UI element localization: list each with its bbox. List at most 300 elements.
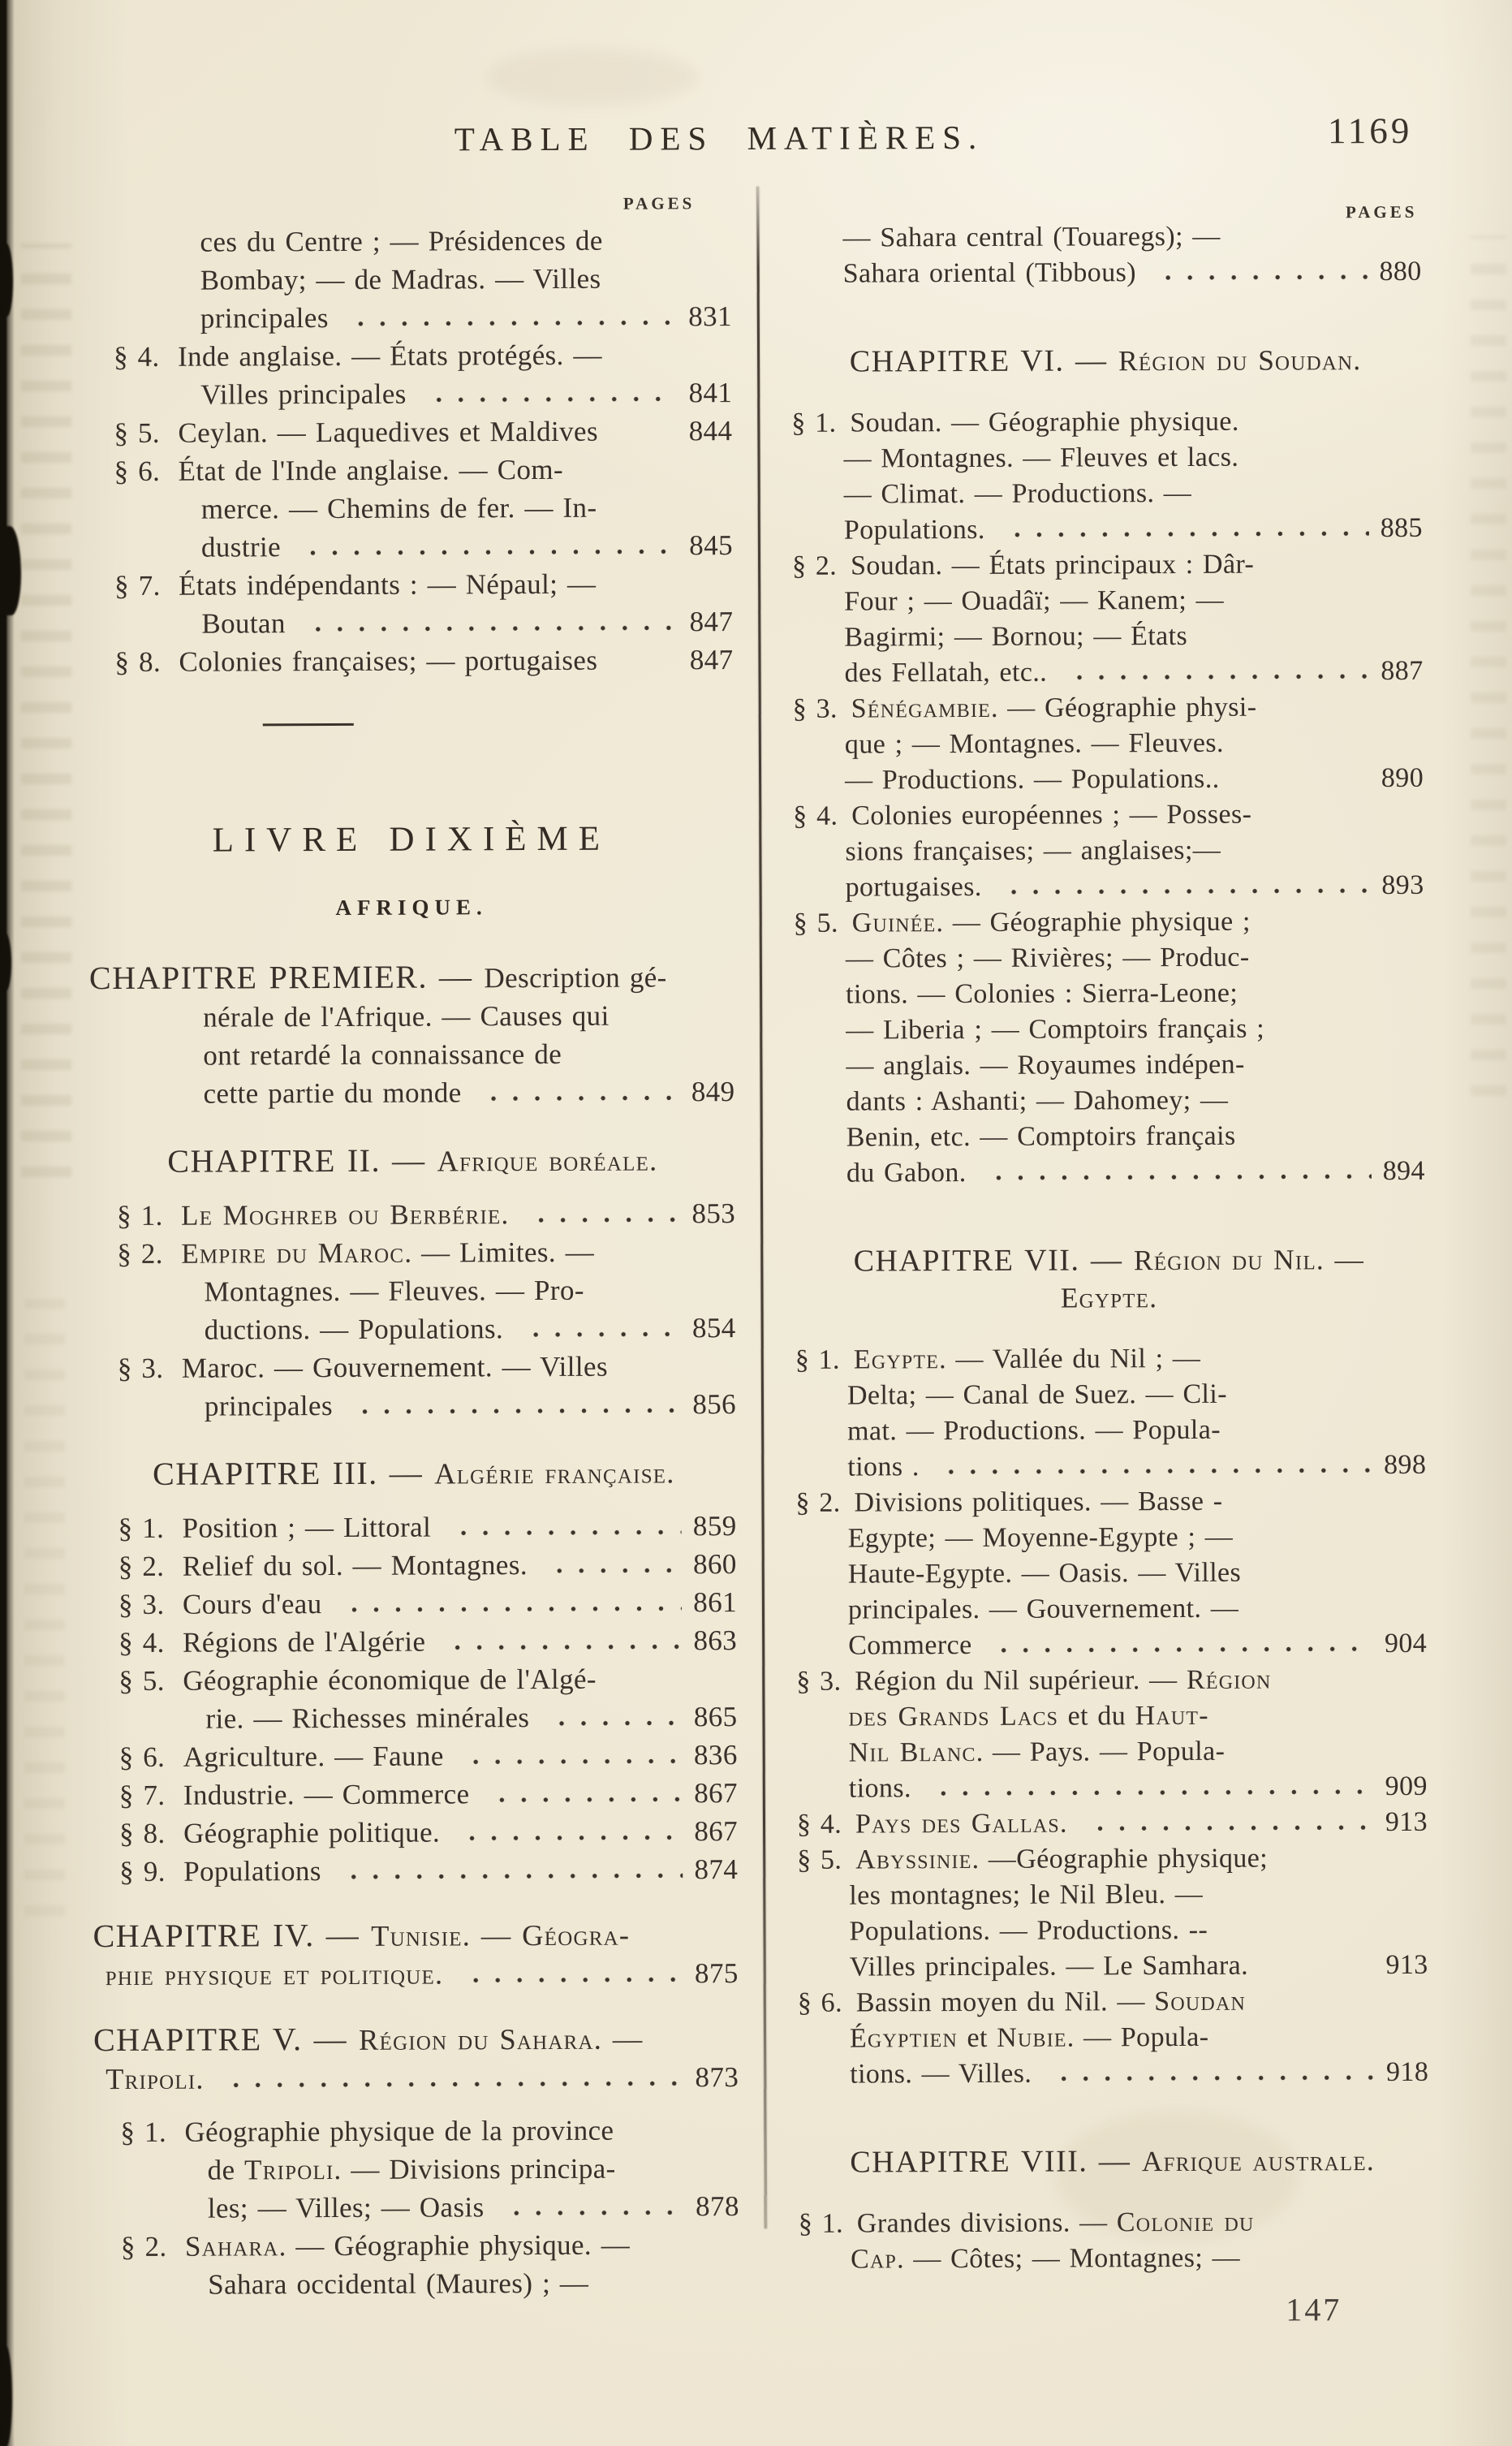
toc-text-segment: rie. — Richesses minérales bbox=[205, 1702, 530, 1735]
toc-text-segment: Grandes divisions. — bbox=[856, 2207, 1117, 2239]
toc-text bbox=[178, 412, 598, 452]
toc-text bbox=[844, 476, 1192, 513]
toc-text bbox=[183, 1660, 597, 1700]
section-mark: § 4. bbox=[796, 1809, 842, 1840]
toc-text bbox=[854, 1241, 1365, 1280]
toc-text bbox=[852, 904, 1251, 942]
toc-text-segment: du Gabon. bbox=[846, 1158, 967, 1188]
toc-text-segment: Villes principales bbox=[200, 377, 407, 411]
toc-text bbox=[181, 1233, 594, 1273]
toc-text bbox=[846, 1119, 1236, 1156]
toc-line bbox=[88, 641, 733, 681]
toc-line bbox=[794, 1519, 1427, 1557]
toc-text bbox=[183, 1623, 425, 1662]
toc-text-segment: . —Géographie physique; bbox=[971, 1843, 1269, 1874]
toc-text-segment: . — Pays. — Popula- bbox=[976, 1736, 1226, 1767]
toc-text-segment: Commerce bbox=[848, 1629, 972, 1661]
toc-line bbox=[94, 2263, 739, 2304]
dot-leader bbox=[420, 395, 678, 403]
section-mark: § 6. bbox=[118, 1741, 166, 1774]
toc-line bbox=[94, 2225, 739, 2266]
dot-leader bbox=[516, 1331, 681, 1338]
toc-text-segment: Tripoli. bbox=[106, 2062, 205, 2096]
toc-text-segment: Populations. bbox=[843, 514, 985, 546]
toc-text bbox=[185, 2226, 630, 2266]
toc-text-segment: — Sahara central (Touaregs); — bbox=[842, 221, 1221, 253]
toc-text bbox=[855, 1663, 1271, 1700]
toc-text-segment: Egypte. bbox=[1060, 1281, 1158, 1314]
toc-text-segment: Région du Nil. — bbox=[1133, 1243, 1365, 1277]
toc-text-segment: mat. — Productions. — Popula- bbox=[847, 1414, 1221, 1447]
toc-line bbox=[93, 2111, 739, 2151]
toc-text-segment: Soudan. — États principaux : Dâr- bbox=[850, 549, 1255, 581]
page-number-value: 867 bbox=[694, 1815, 739, 1848]
toc-text-segment: Bagirmi; — Bornou; — États bbox=[844, 620, 1188, 653]
page-number-value: 860 bbox=[692, 1548, 737, 1581]
page-number-value: 845 bbox=[689, 529, 734, 562]
toc-text bbox=[851, 690, 1257, 727]
toc-line bbox=[92, 1507, 737, 1547]
dot-leader bbox=[453, 1834, 683, 1841]
toc-text bbox=[846, 1155, 967, 1192]
toc-line bbox=[795, 1983, 1428, 2021]
dot-leader bbox=[1149, 274, 1368, 281]
toc-text bbox=[335, 891, 487, 924]
toc-line bbox=[92, 1698, 737, 1738]
dot-leader bbox=[980, 1173, 1372, 1181]
toc-line bbox=[796, 2240, 1429, 2278]
toc-text-segment: Ceylan. — Laquedives et Maldives bbox=[178, 415, 599, 449]
toc-text bbox=[183, 1736, 444, 1775]
toc-line bbox=[90, 1270, 735, 1311]
toc-text bbox=[844, 512, 985, 549]
section-mark: § 6. bbox=[797, 1987, 843, 2018]
toc-line bbox=[793, 1340, 1426, 1378]
toc-text-segment: Cap bbox=[850, 2244, 898, 2275]
toc-line bbox=[793, 1376, 1426, 1414]
toc-text bbox=[851, 2241, 1240, 2278]
toc-text-segment: CHAPITRE IV. — bbox=[93, 1916, 372, 1955]
dot-leader bbox=[299, 624, 678, 632]
toc-text bbox=[845, 761, 1220, 799]
toc-text bbox=[851, 797, 1251, 835]
toc-line bbox=[88, 813, 734, 866]
toc-line bbox=[88, 488, 733, 528]
page-number-value: 861 bbox=[693, 1586, 738, 1619]
page-number-value: 904 bbox=[1384, 1628, 1428, 1659]
toc-text-segment: Géographie économique de l'Algé- bbox=[183, 1663, 597, 1697]
toc-text-segment: — anglais. — Royaumes indépen- bbox=[846, 1049, 1245, 1081]
toc-text-segment: CHAPITRE V. — bbox=[93, 2020, 360, 2059]
dot-leader bbox=[924, 1788, 1374, 1797]
section-mark: § 6. bbox=[114, 455, 161, 488]
toc-text-segment: principales bbox=[200, 302, 329, 334]
toc-text bbox=[89, 956, 667, 999]
toc-text-segment: des Grands Lacs bbox=[848, 1701, 1059, 1732]
toc-text-segment: nérale de l'Afrique. — Causes qui bbox=[203, 999, 610, 1033]
toc-text-segment: tions. — Colonies : Sierra-Leone; bbox=[846, 977, 1238, 1010]
toc-text-segment: . — Géographie physique. — bbox=[278, 2228, 631, 2263]
toc-text-segment: Géographie politique. bbox=[183, 1816, 441, 1849]
toc-text-segment: Égyptien bbox=[849, 2023, 958, 2054]
toc-line bbox=[795, 1805, 1428, 1843]
toc-line bbox=[789, 439, 1422, 477]
toc-line bbox=[94, 2149, 739, 2189]
page-number-value: 844 bbox=[688, 415, 733, 447]
toc-text bbox=[200, 260, 601, 300]
toc-text-segment: Boutan bbox=[201, 607, 286, 640]
toc-line bbox=[87, 373, 732, 414]
toc-text bbox=[850, 404, 1239, 442]
toc-text-segment: Montagnes. — Fleuves. — Pro- bbox=[204, 1274, 584, 1308]
toc-line bbox=[92, 1545, 737, 1585]
toc-text-segment: Haut- bbox=[1135, 1700, 1209, 1732]
toc-line bbox=[93, 2018, 739, 2060]
toc-text bbox=[846, 1012, 1264, 1049]
toc-text-segment: CHAPITRE VIII. — bbox=[850, 2144, 1142, 2180]
page-number-value: 893 bbox=[1381, 869, 1424, 901]
toc-text-segment: de bbox=[207, 2154, 245, 2186]
toc-line bbox=[790, 796, 1424, 835]
toc-text-segment: Colonies françaises; — portugaises bbox=[179, 644, 598, 678]
toc-line bbox=[790, 475, 1423, 513]
toc-line bbox=[795, 1912, 1428, 1950]
section-mark: § 2. bbox=[795, 1487, 841, 1518]
toc-line bbox=[89, 996, 734, 1037]
dot-leader bbox=[346, 1407, 681, 1415]
toc-line bbox=[89, 890, 734, 925]
toc-text-segment: — Côtes ; — Rivières; — Produc- bbox=[845, 942, 1250, 974]
page-number-value: 875 bbox=[694, 1957, 739, 1990]
toc-text-segment: . — Géographie physique ; bbox=[936, 906, 1251, 938]
toc-text bbox=[847, 1377, 1227, 1414]
toc-text-segment: — Productions. — Populations.. bbox=[844, 763, 1220, 796]
toc-line bbox=[794, 1662, 1427, 1700]
page-number-value: 913 bbox=[1385, 1949, 1428, 1981]
section-mark: § 3. bbox=[117, 1352, 164, 1385]
toc-line bbox=[790, 582, 1423, 620]
toc-text-segment: Bombay; — de Madras. — Villes bbox=[200, 262, 601, 296]
toc-text bbox=[857, 2205, 1255, 2242]
toc-line bbox=[793, 1412, 1426, 1450]
page-number-value: 898 bbox=[1384, 1449, 1427, 1481]
toc-line bbox=[90, 1232, 735, 1273]
toc-text-segment: portugaises. bbox=[845, 871, 982, 903]
toc-text bbox=[179, 451, 564, 490]
toc-text-segment: phie physique et politique. bbox=[105, 1957, 444, 1992]
toc-text bbox=[843, 255, 1136, 291]
toc-text bbox=[204, 1271, 584, 1311]
toc-text-segment: — Montagnes. — Fleuves et lacs. bbox=[843, 442, 1239, 474]
toc-line bbox=[792, 1279, 1425, 1318]
toc-text-segment: CHAPITRE III. — bbox=[153, 1454, 435, 1492]
dot-leader bbox=[995, 887, 1371, 895]
dot-leader bbox=[1233, 780, 1370, 787]
toc-text-segment: et du bbox=[1058, 1701, 1135, 1732]
toc-text bbox=[849, 1771, 911, 1806]
toc-text-segment: tions. — Villes. bbox=[850, 2058, 1032, 2090]
section-mark: § 7. bbox=[118, 1779, 166, 1812]
section-mark: § 8. bbox=[118, 1817, 166, 1850]
toc-text bbox=[181, 1195, 509, 1235]
toc-text-segment: CHAPITRE VI. — bbox=[849, 343, 1119, 379]
dot-leader bbox=[218, 2080, 684, 2088]
page-number-value: 831 bbox=[688, 300, 732, 333]
toc-line bbox=[794, 1698, 1427, 1736]
dot-leader bbox=[542, 1719, 682, 1727]
toc-line bbox=[93, 1736, 738, 1776]
toc-text bbox=[845, 833, 1221, 870]
dot-leader bbox=[1081, 1824, 1374, 1831]
dot-leader bbox=[541, 1567, 682, 1574]
toc-line bbox=[93, 1812, 738, 1853]
toc-text-segment: . — Vallée du Nil ; — bbox=[939, 1343, 1201, 1375]
toc-text bbox=[203, 1073, 461, 1112]
toc-line bbox=[91, 1309, 736, 1349]
toc-line bbox=[89, 1072, 734, 1113]
dot-leader bbox=[1060, 673, 1369, 680]
page-number-value: 913 bbox=[1385, 1806, 1428, 1838]
toc-text bbox=[183, 1814, 440, 1853]
toc-text-segment: dants : Ashanti; — Dahomey; — bbox=[846, 1085, 1229, 1117]
page-number-value: 878 bbox=[696, 2190, 739, 2223]
toc-line bbox=[93, 2058, 739, 2099]
toc-line bbox=[88, 602, 733, 643]
toc-text-segment: cette partie du monde bbox=[203, 1076, 462, 1110]
toc-text bbox=[93, 2019, 644, 2061]
section-mark: § 5. bbox=[797, 1844, 842, 1875]
toc-line bbox=[87, 412, 732, 452]
toc-text-segment: sions françaises; — anglaises;— bbox=[845, 835, 1221, 867]
section-mark: § 8. bbox=[114, 645, 162, 679]
toc-text-segment: Populations. — Productions. -- bbox=[849, 1914, 1208, 1947]
toc-text bbox=[203, 997, 610, 1037]
toc-line bbox=[795, 1840, 1428, 1879]
toc-text bbox=[844, 583, 1224, 620]
toc-text-segment: Afrique boréale. bbox=[437, 1144, 658, 1178]
toc-text-segment: ces du Centre ; — Présidences de bbox=[200, 224, 603, 258]
section-mark: § 2. bbox=[118, 1550, 165, 1583]
toc-text-segment: dustrie bbox=[200, 531, 282, 563]
toc-line bbox=[93, 1954, 739, 1995]
toc-text bbox=[183, 1775, 470, 1814]
toc-text-segment: Industrie. — Commerce bbox=[183, 1778, 470, 1811]
toc-text-segment: Région bbox=[1186, 1664, 1272, 1695]
toc-text bbox=[200, 222, 602, 261]
toc-line bbox=[93, 1774, 738, 1814]
toc-text-segment: AFRIQUE. bbox=[335, 895, 488, 920]
toc-text-segment: tions. bbox=[848, 1773, 911, 1804]
toc-text bbox=[213, 814, 611, 866]
toc-line bbox=[93, 1914, 738, 1956]
dot-leader bbox=[294, 548, 678, 556]
toc-text-segment: Divisions politiques. — Basse - bbox=[854, 1486, 1223, 1518]
toc-text-segment: CHAPITRE VII. — bbox=[853, 1243, 1135, 1279]
toc-line bbox=[795, 1876, 1428, 1914]
section-mark: § 1. bbox=[798, 2208, 844, 2239]
toc-text bbox=[842, 219, 1220, 257]
toc-text-segment: Delta; — Canal de Suez. — Cli- bbox=[846, 1378, 1228, 1411]
toc-line bbox=[89, 1034, 734, 1075]
toc-text-segment: Empire du Maroc bbox=[181, 1236, 405, 1270]
toc-text-segment: Sénégambie bbox=[851, 692, 992, 724]
toc-text-segment: Description gé- bbox=[484, 961, 667, 994]
toc-line bbox=[791, 904, 1424, 942]
signature-number: 147 bbox=[1286, 2291, 1342, 2328]
toc-line bbox=[794, 1555, 1427, 1593]
toc-text-segment: des Fellatah, etc.. bbox=[844, 657, 1048, 688]
toc-text-segment: tions . bbox=[847, 1452, 920, 1482]
page-number-value: 847 bbox=[689, 606, 734, 638]
pages-column-label-right: PAGES bbox=[1345, 201, 1418, 222]
toc-text-segment: Tripoli bbox=[244, 2154, 334, 2186]
toc-text bbox=[848, 1555, 1241, 1593]
toc-text bbox=[849, 1877, 1203, 1914]
section-mark: § 4. bbox=[793, 800, 838, 831]
separator-rule bbox=[263, 723, 354, 725]
dot-leader bbox=[475, 1094, 680, 1102]
toc-line bbox=[790, 761, 1424, 799]
section-mark: § 7. bbox=[114, 569, 161, 602]
page-number-value: 918 bbox=[1385, 2056, 1429, 2088]
page-number-value: 887 bbox=[1381, 655, 1424, 687]
toc-text bbox=[847, 1413, 1221, 1450]
toc-line bbox=[790, 546, 1423, 585]
toc-text-segment: Benin, etc. — Comptoirs français bbox=[846, 1120, 1236, 1153]
dot-leader bbox=[444, 1529, 682, 1536]
section-mark: § 3. bbox=[792, 693, 838, 724]
toc-line bbox=[793, 1447, 1426, 1486]
toc-text bbox=[844, 655, 1047, 692]
dot-leader bbox=[1045, 2074, 1375, 2082]
toc-line bbox=[790, 832, 1424, 870]
toc-text bbox=[843, 440, 1238, 477]
toc-line bbox=[789, 403, 1422, 442]
toc-text-segment: Abyssinie bbox=[855, 1844, 972, 1875]
toc-text-segment: Villes principales. — Le Samhara. bbox=[849, 1950, 1249, 1982]
toc-line bbox=[91, 1385, 736, 1426]
toc-text bbox=[847, 1449, 920, 1485]
toc-line bbox=[91, 1347, 736, 1387]
toc-text bbox=[856, 1984, 1246, 2021]
column-divider-rule bbox=[756, 187, 767, 2228]
toc-text-segment: Pays des Gallas. bbox=[855, 1808, 1068, 1840]
toc-line bbox=[794, 1626, 1427, 1664]
toc-text-segment: — Liberia ; — Comptoirs français ; bbox=[846, 1013, 1265, 1046]
toc-text-segment: Agriculture. — Faune bbox=[183, 1740, 444, 1773]
toc-text-segment: . — Côtes; — Montagnes; — bbox=[896, 2242, 1241, 2275]
dot-leader bbox=[933, 1467, 1372, 1475]
toc-text bbox=[846, 976, 1238, 1013]
page-number-value: 874 bbox=[694, 1853, 739, 1886]
toc-line bbox=[88, 564, 733, 605]
section-mark: § 1. bbox=[120, 2116, 167, 2149]
toc-text-segment: merce. — Chemins de fer. — In- bbox=[200, 491, 597, 525]
toc-text bbox=[1061, 1279, 1158, 1317]
toc-text bbox=[201, 528, 281, 566]
dot-leader bbox=[342, 319, 677, 327]
toc-text-segment: Afrique australe. bbox=[1141, 2144, 1375, 2178]
page-number-value: 909 bbox=[1385, 1771, 1428, 1802]
toc-text bbox=[183, 1852, 321, 1891]
toc-line bbox=[94, 2187, 739, 2228]
toc-line bbox=[795, 1948, 1428, 1986]
section-mark: § 4. bbox=[118, 1626, 165, 1659]
toc-text-segment: Cours d'eau bbox=[182, 1588, 322, 1620]
toc-line bbox=[88, 706, 734, 741]
toc-line bbox=[790, 511, 1423, 549]
section-mark: § 4. bbox=[113, 340, 160, 373]
toc-text bbox=[854, 1341, 1201, 1378]
toc-text bbox=[845, 869, 981, 906]
toc-line bbox=[788, 218, 1421, 257]
section-mark: § 9. bbox=[119, 1855, 166, 1888]
toc-text bbox=[153, 1452, 675, 1494]
toc-text-segment: . — Divisions principa- bbox=[334, 2152, 616, 2186]
section-mark: § 2. bbox=[117, 1237, 163, 1270]
toc-line bbox=[91, 1452, 736, 1495]
toc-text-segment: Géographie physique de la province bbox=[184, 2114, 614, 2148]
dot-leader bbox=[610, 662, 678, 669]
page-number-value: 873 bbox=[695, 2061, 739, 2094]
toc-line bbox=[796, 2142, 1429, 2182]
section-mark: § 3. bbox=[796, 1666, 842, 1697]
toc-text-segment: Populations bbox=[183, 1855, 321, 1887]
toc-line bbox=[792, 1082, 1425, 1120]
toc-line bbox=[795, 1733, 1428, 1771]
toc-line bbox=[92, 1583, 737, 1624]
dot-leader bbox=[334, 1872, 683, 1880]
toc-text-segment: État de l'Inde anglaise. — Com- bbox=[178, 453, 564, 487]
toc-text-segment: les; — Villes; — Oasis bbox=[207, 2191, 485, 2224]
toc-text-segment: CHAPITRE II. — bbox=[167, 1141, 437, 1180]
section-mark: § 2. bbox=[120, 2230, 167, 2263]
toc-line bbox=[89, 956, 734, 999]
toc-text-segment: principales. — Gouvernement. — bbox=[847, 1593, 1239, 1625]
dot-leader bbox=[457, 1758, 683, 1765]
toc-line bbox=[792, 1154, 1425, 1192]
toc-text-segment: Sahara occidental (Maures) ; — bbox=[208, 2267, 589, 2301]
toc-text-segment: Algérie française. bbox=[434, 1456, 675, 1490]
toc-line bbox=[792, 1241, 1425, 1281]
page-number-value: 847 bbox=[689, 644, 734, 676]
toc-text-segment: ont retardé la connaissance de bbox=[203, 1038, 562, 1072]
toc-text-segment: Colonie du bbox=[1116, 2207, 1255, 2238]
toc-line bbox=[790, 725, 1424, 763]
toc-text-segment: Bassin moyen du Nil. — bbox=[855, 1987, 1155, 2018]
toc-text bbox=[846, 1047, 1244, 1085]
toc-text-segment: Régions de l'Algérie bbox=[183, 1625, 426, 1659]
toc-line bbox=[92, 1621, 737, 1662]
toc-text bbox=[205, 1698, 529, 1738]
section-mark: § 5. bbox=[114, 416, 161, 450]
toc-line bbox=[93, 1850, 738, 1891]
toc-text-segment: Inde anglaise. — États protégés. — bbox=[177, 339, 602, 373]
toc-text bbox=[184, 2112, 614, 2151]
toc-text-segment: Région du Nil supérieur. — bbox=[855, 1664, 1187, 1697]
toc-text bbox=[200, 299, 329, 338]
dot-leader bbox=[1261, 1967, 1374, 1974]
toc-line bbox=[789, 342, 1422, 382]
toc-line bbox=[90, 1140, 735, 1182]
toc-line bbox=[791, 939, 1424, 977]
section-mark: § 1. bbox=[117, 1199, 163, 1232]
toc-text bbox=[848, 1698, 1208, 1736]
toc-text-segment: LIVRE DIXIÈME bbox=[212, 819, 611, 860]
dot-leader bbox=[998, 530, 1369, 538]
toc-text bbox=[855, 1806, 1068, 1843]
toc-text-segment: Relief du sol. — Montagnes. bbox=[182, 1549, 528, 1582]
